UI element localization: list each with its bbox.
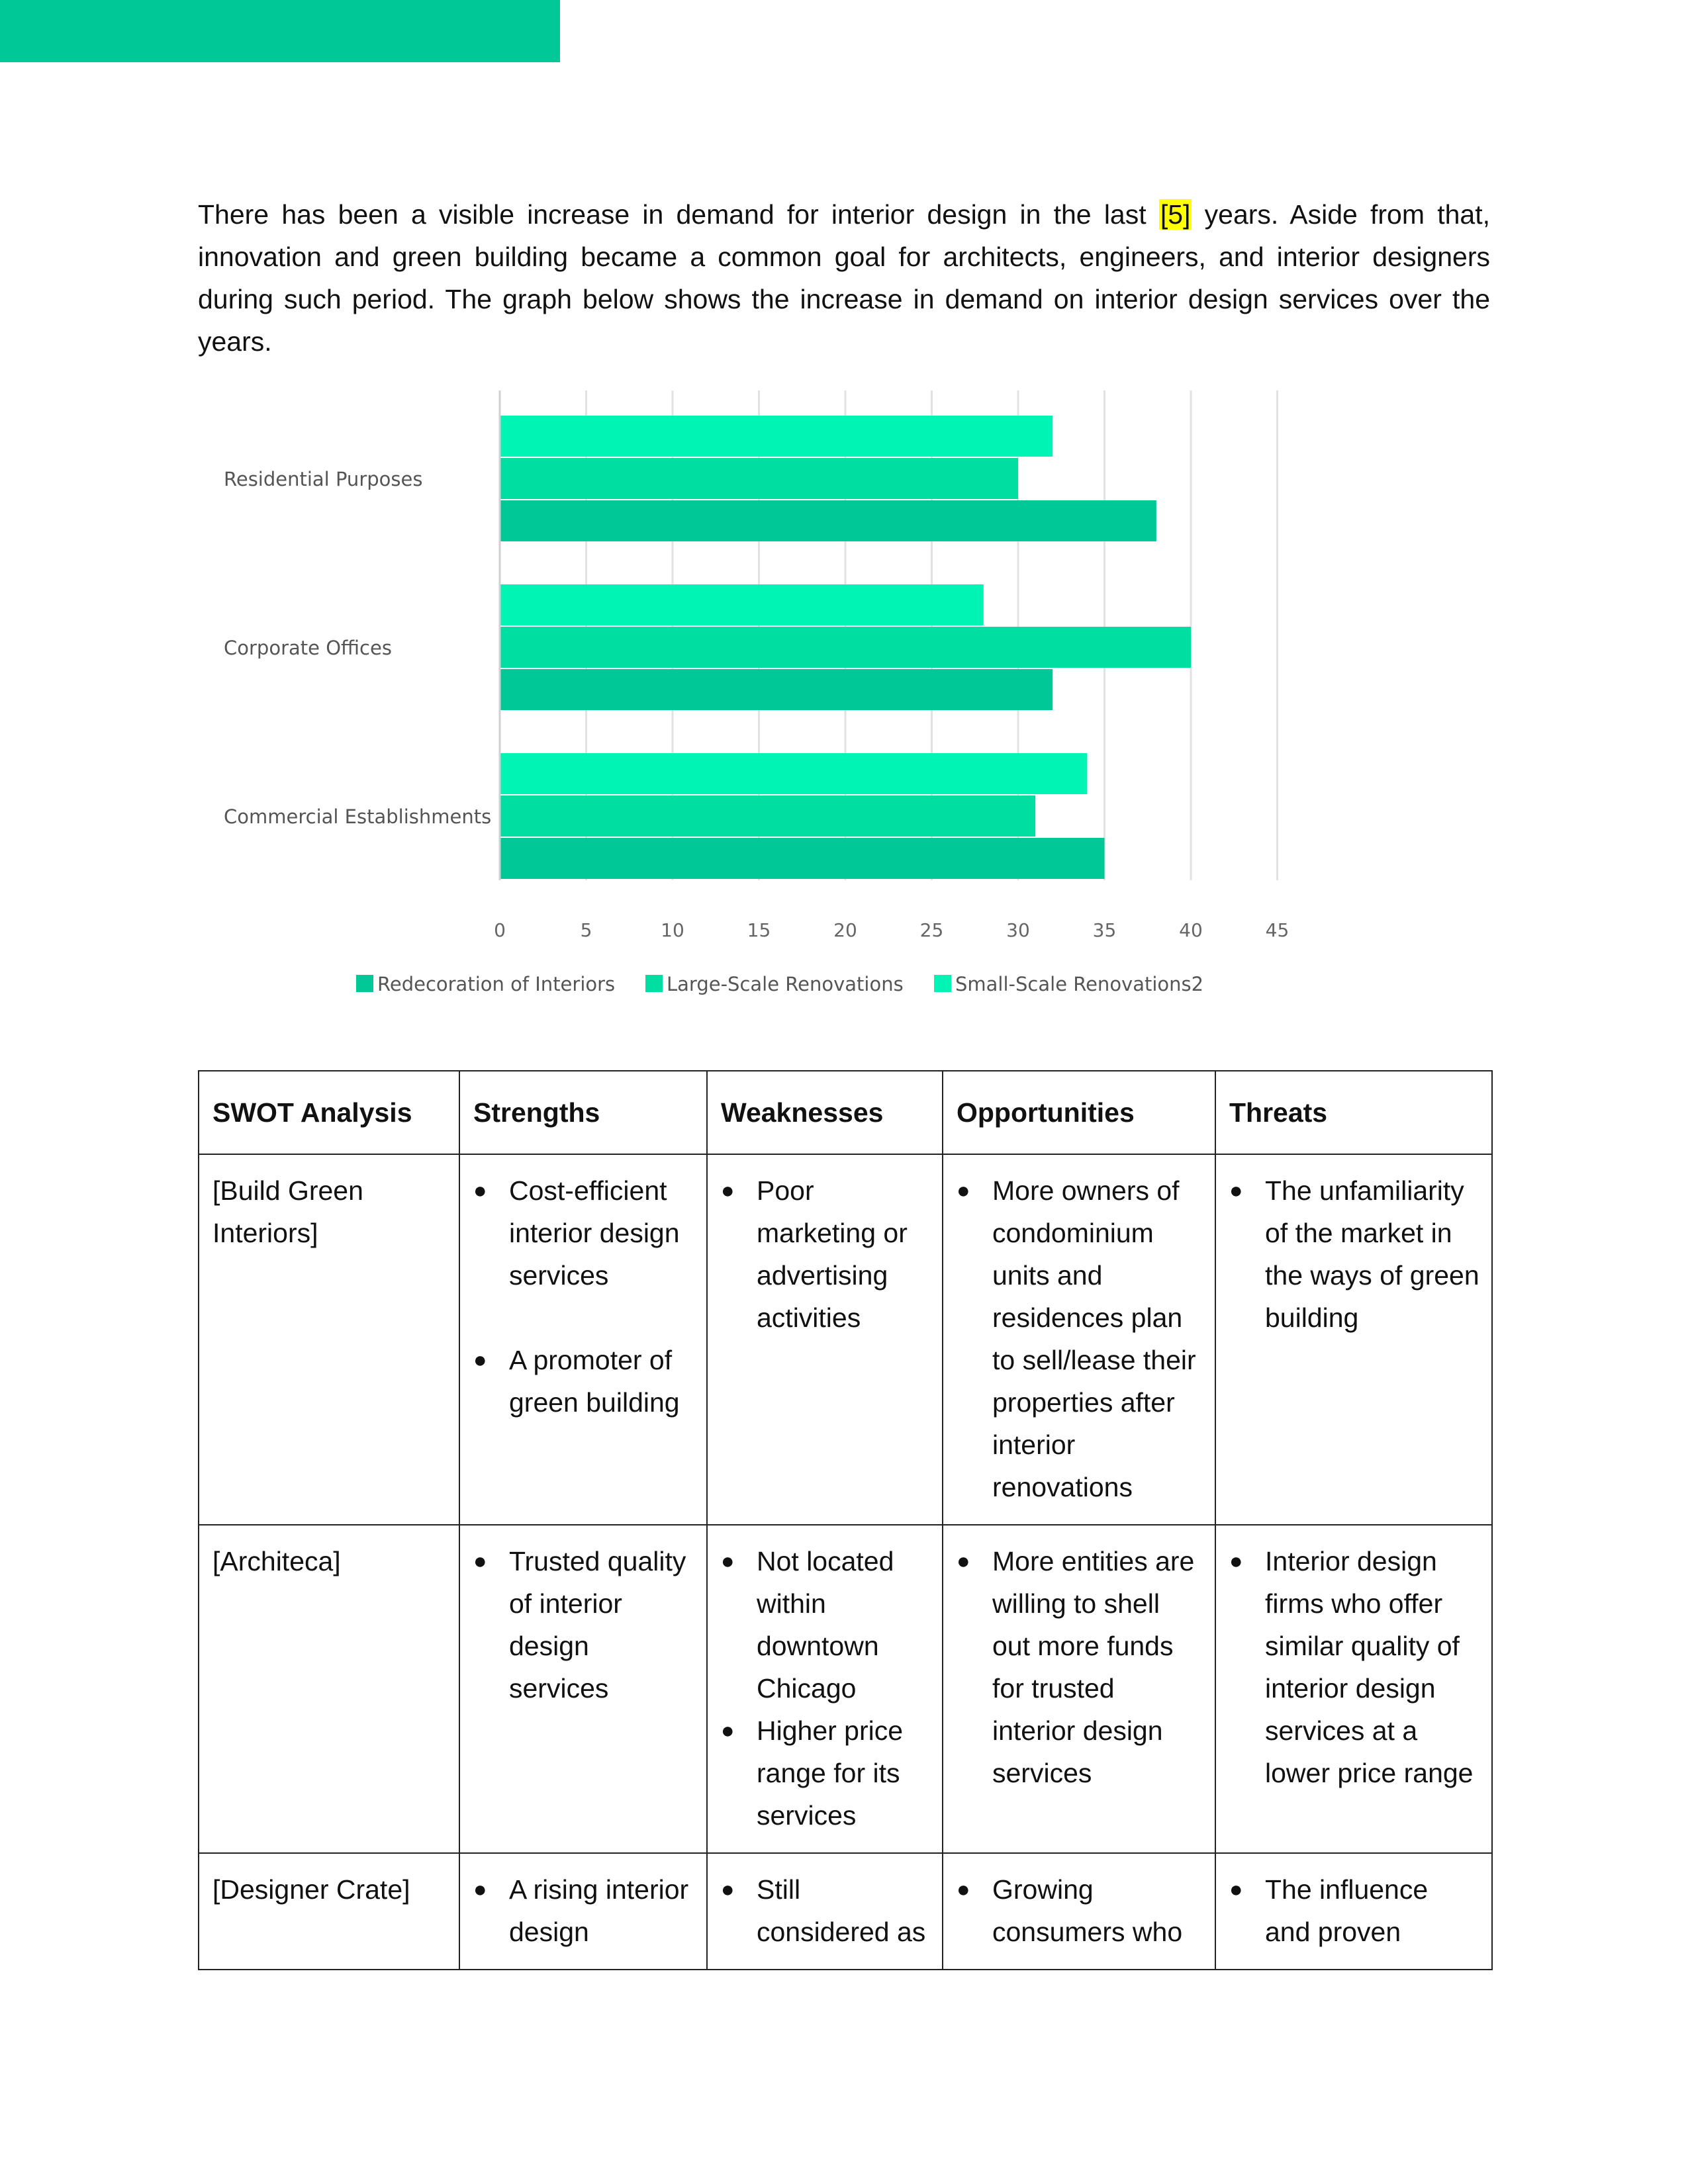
intro-text-start: There has been a visible increase in demand for interior design in the last [198,199,1159,230]
x-tick-label: 20 [833,919,857,941]
legend-swatch [645,975,663,992]
table-row [199,1154,1492,1525]
strengths-cell [459,1525,707,1853]
category-label: Residential Purposes [224,468,423,490]
strengths-cell [459,1853,707,1970]
bar-commercial-establishments-large-scale-renovations [500,796,1035,837]
legend-label: Redecoration of Interiors [377,973,616,995]
row-company-name: [Build Green Interiors] [199,1154,459,1525]
legend-label: Small-Scale Renovations2 [955,973,1204,995]
opportunities-cell [943,1154,1215,1525]
bar-residential-purposes-redecoration-of-interiors [500,500,1156,541]
bar-commercial-establishments-redecoration-of-interiors [500,838,1105,879]
list-item: ● Still considered as [757,1868,930,1953]
table-row [199,1853,1492,1970]
category-label: Commercial Establishments [224,805,492,828]
list-item: ● The unfamiliarity of the market in the ways of green building [1265,1169,1479,1339]
header-threats: Threats [1215,1071,1492,1154]
list-item: ● A promoter of green building [509,1339,694,1424]
legend-swatch [934,975,951,992]
list-item: ● Not located within downtown Chicago [757,1540,930,1709]
table-row [199,1525,1492,1853]
threats-cell [1215,1525,1492,1853]
bar-corporate-offices-large-scale-renovations [500,627,1191,668]
list-item: ● More entities are willing to shell out more funds for trusted interior design services [992,1540,1203,1794]
list-item: ● Poor marketing or advertising activities [757,1169,930,1339]
threats-cell [1215,1154,1492,1525]
weaknesses-cell [707,1154,943,1525]
strengths-cell [459,1154,707,1525]
intro-paragraph [198,193,1490,363]
x-tick-label: 45 [1265,919,1289,941]
legend-label: Large-Scale Renovations [667,973,904,995]
weaknesses-cell [707,1525,943,1853]
list-item: ● Interior design firms who offer similar quality of interior design services at a lower price range [1265,1540,1479,1794]
list-item: ● The influence and proven [1265,1868,1479,1953]
row-company-name: [Architeca] [199,1525,459,1853]
header-opportunities: Opportunities [943,1071,1215,1154]
x-tick-label: 25 [919,919,944,941]
x-tick-label: 40 [1179,919,1203,941]
threats-cell [1215,1853,1492,1970]
list-item: ● Trusted quality of interior design services [509,1540,694,1709]
list-item: ● Growing consumers who [992,1868,1203,1953]
bar-residential-purposes-small-scale-renovations2 [500,416,1053,457]
swot-header-row [199,1071,1492,1154]
swot-table [198,1070,1493,1970]
opportunities-cell [943,1525,1215,1853]
header-strengths: Strengths [459,1071,707,1154]
list-item: ● More owners of condominium units and residences plan to sell/lease their properties after interior renovations [992,1169,1203,1508]
bar-corporate-offices-redecoration-of-interiors [500,669,1053,710]
category-label: Corporate Offices [224,637,392,659]
bar-residential-purposes-large-scale-renovations [500,458,1018,499]
opportunities-cell [943,1853,1215,1970]
highlighted-placeholder: [5] [1160,199,1191,230]
weaknesses-cell [707,1853,943,1970]
list-item: ● A rising interior design [509,1868,694,1953]
x-tick-label: 0 [494,919,506,941]
demand-bar-chart [0,371,1688,1006]
x-tick-label: 15 [747,919,771,941]
bar-commercial-establishments-small-scale-renovations2 [500,753,1087,794]
row-company-name: [Designer Crate] [199,1853,459,1970]
x-tick-label: 35 [1092,919,1117,941]
legend-swatch [356,975,373,992]
list-item: ● Higher price range for its services [757,1709,930,1837]
x-tick-label: 30 [1006,919,1030,941]
header-accent-band [0,0,560,62]
intro-text-end: years. Aside from that, innovation and green building became a common goal for architects, engineers, and interior designers during such period. The graph below shows the increase in demand on interior design services over the years. [198,199,1491,357]
list-item: ● Cost-efficient interior design services [509,1169,694,1297]
x-tick-label: 10 [661,919,684,941]
x-tick-label: 5 [580,919,592,941]
bar-corporate-offices-small-scale-renovations2 [500,584,984,625]
header-weaknesses: Weaknesses [707,1071,943,1154]
header-swot-analysis: SWOT Analysis [199,1071,459,1154]
